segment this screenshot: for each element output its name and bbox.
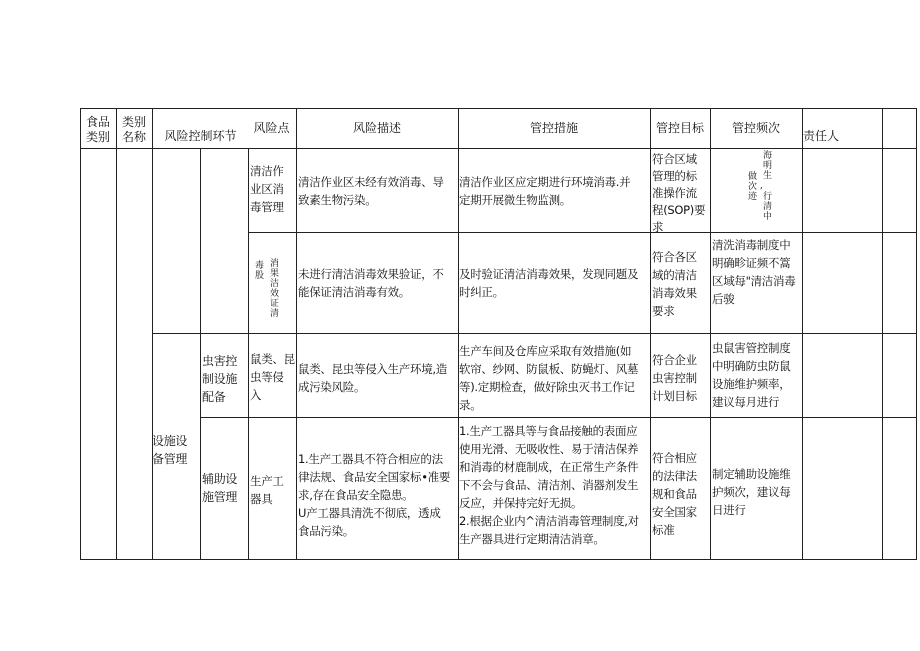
row2-risk-point-col1: 消果洁效证清 [268,258,278,318]
row3-measures: 生产车间及仓库应采取有效措施(如 软帘、纱网、防鼠板、防蝇灯、风墓 等).定期检查，做好除虫灭书工作记 录。 [459,344,639,412]
column-divider [152,108,153,560]
row3-frequency: 虫鼠害管控制度 中明确防虫防鼠 设施维护频率， 建议每月进行 [712,341,791,409]
row3-risk-point: 鼠类、昆 虫等侵 入 [250,352,295,402]
group-aux-facility: 辅助设 施管理 [202,472,238,504]
row1-frequency-mark: , [760,181,763,191]
column-divider [710,108,711,560]
row4-target: 符合相应 的法律法 规和食品 安全国家 标准 [652,451,697,537]
row1-description: 清洁作业区未经有效消毒、导 致素生物污染。 [298,175,444,207]
row2-frequency: 清洗消毒制度中 明确畛证频不篙 区域每"清洁消毒 后骏 [712,238,796,306]
row2-risk-point-col2: 毒股 [253,260,263,280]
header-divider [80,148,917,149]
row1-measures: 清洁作业区应定期进行环境消毒.并 定期开展微生物监测。 [459,175,631,207]
table-border-top [80,108,917,109]
group-facility-equipment: 设施设 备管理 [152,434,188,466]
table-border-left [80,108,81,560]
header-risk-description: 风险描述 [352,121,401,135]
column-divider [296,108,297,560]
table-border-bottom [80,559,917,560]
row3-description: 鼠类、昆虫等侵入生产环境,造 成污染风险。 [298,362,447,394]
row2-target: 符合各区 域的清洁 消毒效果 要求 [652,250,697,318]
header-risk-point: 风险点 [253,121,290,135]
column-divider [882,108,883,560]
row1-risk-point: 清洁作 业区消 毒管理 [250,164,284,214]
column-divider [200,334,201,560]
row1-target: 符合区域 管理的标 准操作流 程(SOP)要 求 [652,152,706,234]
header-control-frequency: 管控频次 [731,121,780,135]
row1-frequency-col3: 做次迹 [746,171,756,201]
row4-frequency: 制定辅助设施维 护频次，建议每 日进行 [712,467,791,517]
row3-target: 符合企业 虫害控制 计划目标 [652,353,697,403]
header-control-measures: 管控措施 [529,121,578,135]
row2-measures: 及时验证清洁消毒效果，发现同题及 时纠正。 [459,267,639,299]
row4-risk-point: 生产工 器具 [250,474,284,506]
row1-frequency-col2: 行清中 [761,191,771,221]
row4-measures: 1.生产工器具等与食品接触的表面应 使用光滑、无吸收性、易于清洁保养 和消毒的材鹿制成，在正常生产条件 下不会与食品、清洁剂、消器剂发生 反应，并保持完好无损。 2.根据企业内^清洁消毒管理制度,对 生产器具进行定期清洁消章。 [459,424,639,546]
table-border-right [916,108,917,560]
header-food-category: 食品 类别 [85,115,110,144]
row-divider [248,232,917,233]
column-divider [200,149,201,334]
header-category-name: 类别 名称 [121,115,146,144]
row-divider [152,333,917,334]
column-divider [650,108,651,560]
column-divider [116,108,117,560]
header-risk-control-step: 风险控制环节 [164,129,237,143]
row-divider [200,417,917,418]
row4-description: 1.生产工器具不符合相应的法 律法规、食品安全国家标•准要 求,存在食品安全隐患。 U产工器具清洗不彻底，透成 食品污染。 [298,452,451,538]
column-divider [248,149,249,560]
column-divider [802,108,803,560]
row2-description: 未进行清洁消毒效果验证，不 能保证清洁消毒有效。 [298,267,444,299]
row1-frequency-col1: 海明生 [761,150,771,180]
header-control-target: 管控目标 [655,121,704,135]
header-responsible-person: 责任人 [803,129,840,143]
group-pest-control: 虫害控 制设施 配备 [202,354,238,404]
